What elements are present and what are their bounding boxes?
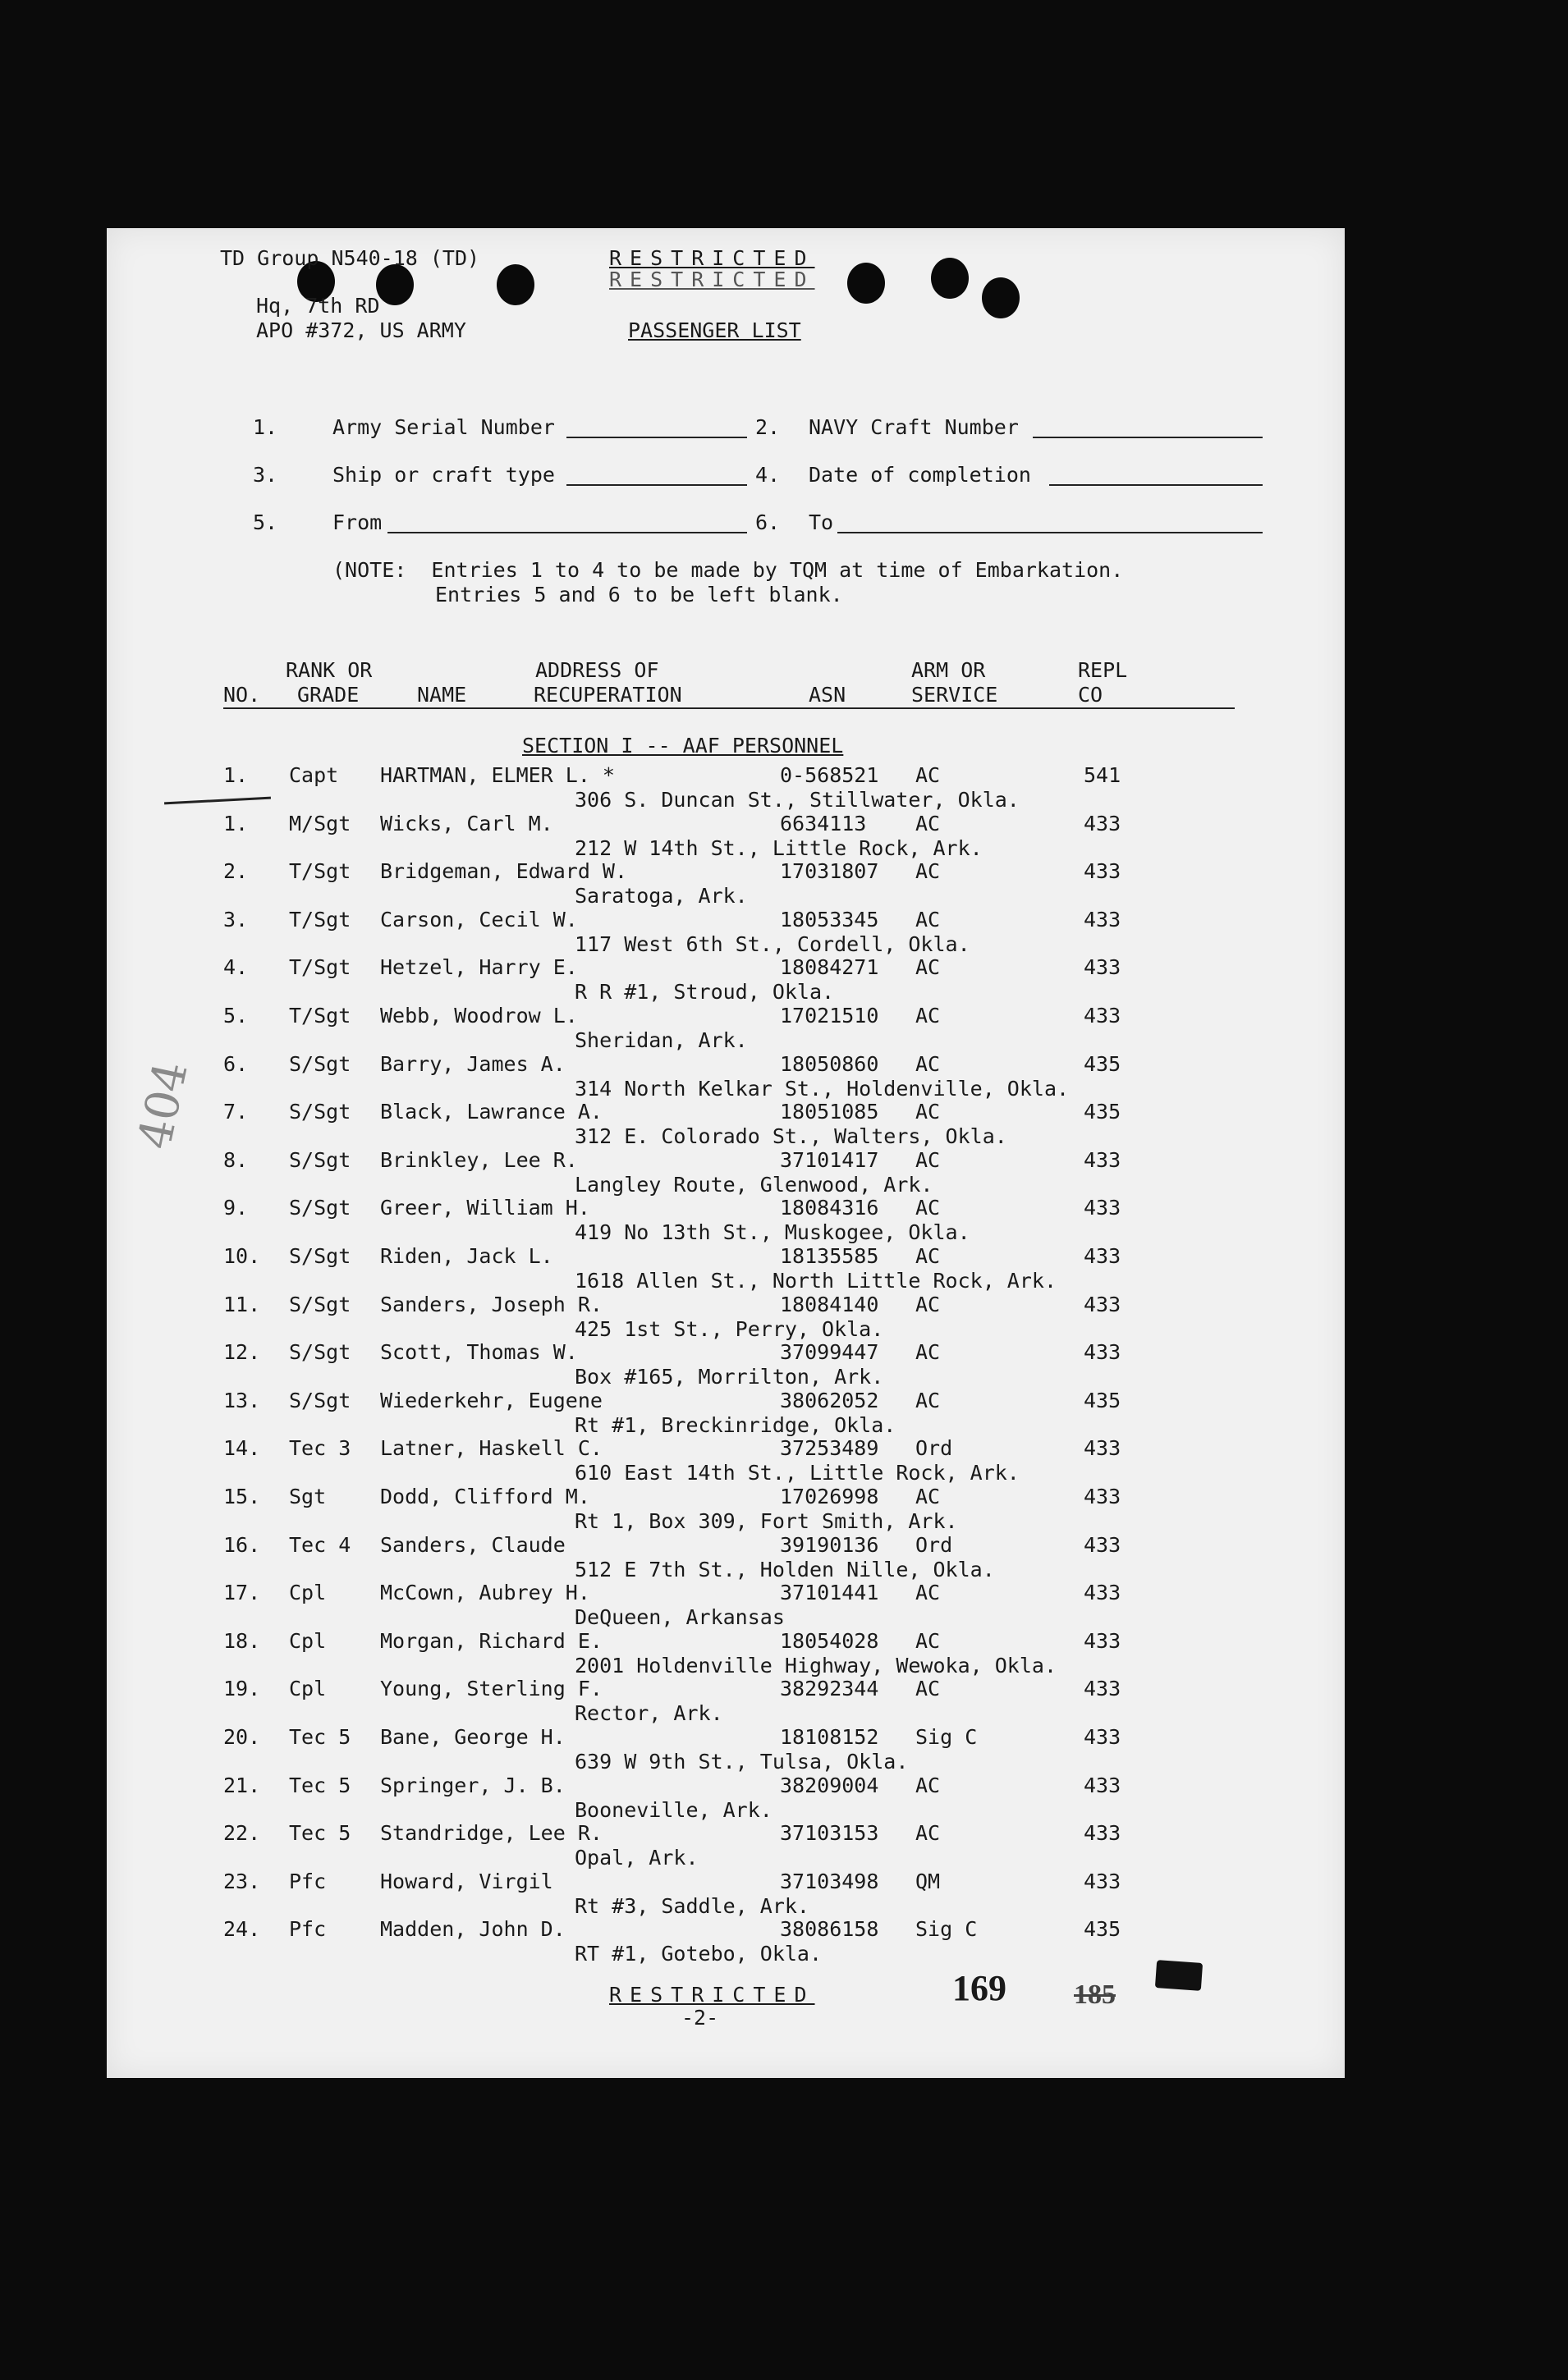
table-row: [107, 1581, 1345, 1628]
row-number: 20.: [223, 1725, 261, 1749]
row-asn: 18108152: [780, 1725, 879, 1749]
row-asn: 38209004: [780, 1773, 879, 1797]
document-page: [107, 228, 1345, 2078]
row-service: Ord: [915, 1436, 953, 1461]
row-rank: T/Sgt: [289, 907, 351, 931]
row-rank: Pfc: [289, 1917, 327, 1942]
row-asn: 18135585: [780, 1244, 879, 1268]
row-service: AC: [915, 1388, 941, 1412]
row-address: Rt #3, Saddle, Ark.: [575, 1893, 809, 1918]
row-asn: 0-568521: [780, 763, 879, 787]
row-repl-co: 435: [1084, 1051, 1121, 1076]
page-number: -2-: [681, 2006, 719, 2030]
row-asn: 37103153: [780, 1821, 879, 1846]
row-service: AC: [915, 1147, 941, 1172]
row-rank: M/Sgt: [289, 811, 351, 835]
row-repl-co: 433: [1084, 1869, 1121, 1893]
row-number: 1.: [223, 811, 249, 835]
row-name: Standridge, Lee R.: [380, 1821, 603, 1846]
row-name: Madden, John D.: [380, 1917, 566, 1942]
row-service: Ord: [915, 1532, 953, 1557]
row-address: 425 1st St., Perry, Okla.: [575, 1316, 884, 1341]
row-name: Bridgeman, Edward W.: [380, 859, 628, 884]
row-address: Saratoga, Ark.: [575, 884, 748, 909]
table-row: [107, 1436, 1345, 1484]
field-blank: [566, 437, 747, 438]
field-label: Ship or craft type: [332, 463, 555, 487]
row-name: Springer, J. B.: [380, 1773, 566, 1797]
row-asn: 37101441: [780, 1581, 879, 1605]
row-address: RT #1, Gotebo, Okla.: [575, 1942, 823, 1966]
row-repl-co: 433: [1084, 955, 1121, 980]
table-row: [107, 1340, 1345, 1388]
row-repl-co: 433: [1084, 1773, 1121, 1797]
row-number: 1.: [223, 763, 249, 787]
note-line-1: (NOTE: Entries 1 to 4 to be made by TQM at time of Embarkation.: [332, 558, 1124, 582]
row-name: Riden, Jack L.: [380, 1244, 553, 1268]
row-repl-co: 433: [1084, 1628, 1121, 1653]
row-name: Barry, James A.: [380, 1051, 566, 1076]
row-number: 14.: [223, 1436, 261, 1461]
col-header-address: ADDRESS OF: [535, 658, 659, 682]
row-repl-co: 433: [1084, 1196, 1121, 1220]
row-rank: Tec 4: [289, 1532, 351, 1557]
row-number: 7.: [223, 1100, 249, 1124]
col-header-service: SERVICE: [911, 683, 998, 707]
row-asn: 37099447: [780, 1340, 879, 1365]
field-number: 5.: [253, 510, 278, 534]
row-repl-co: 435: [1084, 1100, 1121, 1124]
col-header-recuperation: RECUPERATION: [534, 683, 682, 707]
row-name: McCown, Aubrey H.: [380, 1581, 590, 1605]
row-address: Langley Route, Glenwood, Ark.: [575, 1172, 933, 1197]
list-title: PASSENGER LIST: [628, 318, 801, 342]
row-asn: 18084140: [780, 1292, 879, 1316]
field-blank: [1033, 437, 1263, 438]
table-row: [107, 1148, 1345, 1196]
row-number: 17.: [223, 1581, 261, 1605]
row-service: Sig C: [915, 1725, 978, 1749]
row-address: 419 No 13th St., Muskogee, Okla.: [575, 1220, 970, 1245]
struck-number: 185: [1074, 1980, 1116, 2010]
row-address: Rt 1, Box 309, Fort Smith, Ark.: [575, 1509, 958, 1533]
section-title: SECTION I -- AAF PERSONNEL: [522, 734, 844, 757]
row-rank: Sgt: [289, 1485, 327, 1508]
row-name: Wicks, Carl M.: [380, 811, 553, 835]
row-rank: S/Sgt: [289, 1388, 351, 1412]
table-row: [107, 1725, 1345, 1773]
row-repl-co: 433: [1084, 811, 1121, 835]
row-service: AC: [915, 1677, 941, 1701]
row-name: Morgan, Richard E.: [380, 1628, 603, 1653]
row-asn: 18084271: [780, 955, 879, 980]
row-name: Hetzel, Harry E.: [380, 955, 578, 980]
row-address: 512 E 7th St., Holden Nille, Okla.: [575, 1557, 995, 1581]
note-line-2: Entries 5 and 6 to be left blank.: [435, 583, 843, 606]
row-repl-co: 433: [1084, 1485, 1121, 1508]
row-name: Sanders, Claude: [380, 1532, 566, 1557]
row-asn: 38292344: [780, 1677, 879, 1701]
row-number: 13.: [223, 1388, 261, 1412]
row-address: 212 W 14th St., Little Rock, Ark.: [575, 835, 983, 860]
row-name: Young, Sterling F.: [380, 1677, 603, 1701]
row-number: 15.: [223, 1485, 261, 1508]
field-number: 3.: [253, 463, 278, 487]
table-row: [107, 1244, 1345, 1292]
table-row: [107, 1870, 1345, 1917]
row-asn: 17026998: [780, 1485, 879, 1508]
row-asn: 17031807: [780, 859, 879, 884]
field-label: From: [332, 510, 383, 534]
row-service: AC: [915, 1244, 941, 1268]
row-repl-co: 433: [1084, 1821, 1121, 1846]
field-number: 6.: [755, 510, 781, 534]
row-address: Box #165, Morrilton, Ark.: [575, 1365, 884, 1389]
row-address: R R #1, Stroud, Okla.: [575, 980, 835, 1005]
row-name: Sanders, Joseph R.: [380, 1292, 603, 1316]
field-number: 1.: [253, 415, 278, 439]
row-name: Carson, Cecil W.: [380, 907, 578, 931]
row-service: AC: [915, 1340, 941, 1365]
row-service: AC: [915, 1100, 941, 1124]
row-service: AC: [915, 907, 941, 931]
row-rank: S/Sgt: [289, 1100, 351, 1124]
field-number: 2.: [755, 415, 781, 439]
row-asn: 37103498: [780, 1869, 879, 1893]
table-row: [107, 859, 1345, 907]
row-asn: 37101417: [780, 1147, 879, 1172]
table-row: [107, 1196, 1345, 1243]
field-blank: [566, 484, 747, 486]
row-number: 10.: [223, 1244, 261, 1268]
row-name: Webb, Woodrow L.: [380, 1004, 578, 1028]
table-row: [107, 763, 1345, 811]
row-repl-co: 433: [1084, 1436, 1121, 1461]
row-number: 19.: [223, 1677, 261, 1701]
row-asn: 18084316: [780, 1196, 879, 1220]
row-asn: 37253489: [780, 1436, 879, 1461]
classification-top-2: RESTRICTED: [609, 268, 815, 291]
row-repl-co: 433: [1084, 1004, 1121, 1028]
row-service: AC: [915, 1051, 941, 1076]
row-service: QM: [915, 1869, 941, 1893]
table-row: [107, 1677, 1345, 1724]
table-row: [107, 1052, 1345, 1100]
row-number: 23.: [223, 1869, 261, 1893]
row-repl-co: 433: [1084, 1147, 1121, 1172]
row-number: 22.: [223, 1821, 261, 1846]
row-service: AC: [915, 1004, 941, 1028]
row-address: Booneville, Ark.: [575, 1797, 773, 1822]
row-repl-co: 433: [1084, 1532, 1121, 1557]
row-name: Greer, William H.: [380, 1196, 590, 1220]
row-rank: Cpl: [289, 1677, 327, 1701]
field-label: Date of completion: [809, 463, 1031, 487]
row-address: DeQueen, Arkansas: [575, 1605, 785, 1630]
table-row: [107, 1629, 1345, 1677]
row-service: AC: [915, 859, 941, 884]
row-rank: Tec 3: [289, 1436, 351, 1461]
field-blank: [387, 532, 747, 533]
row-asn: 17021510: [780, 1004, 879, 1028]
row-asn: 18054028: [780, 1628, 879, 1653]
row-rank: S/Sgt: [289, 1292, 351, 1316]
col-header-arm: ARM OR: [911, 658, 986, 682]
field-label: Army Serial Number: [332, 415, 555, 439]
table-row: [107, 1004, 1345, 1051]
row-number: 6.: [223, 1051, 249, 1076]
row-repl-co: 433: [1084, 859, 1121, 884]
row-rank: Capt: [289, 763, 339, 787]
col-header-grade: GRADE: [297, 683, 360, 707]
apo-line: APO #372, US ARMY: [256, 318, 466, 342]
row-service: AC: [915, 955, 941, 980]
row-name: Brinkley, Lee R.: [380, 1147, 578, 1172]
row-number: 8.: [223, 1147, 249, 1172]
classification-top: RESTRICTED: [609, 246, 815, 270]
hq-line: Hq, 7th RD: [256, 294, 380, 318]
row-repl-co: 541: [1084, 763, 1121, 787]
field-blank: [1049, 484, 1263, 486]
row-repl-co: 433: [1084, 1244, 1121, 1268]
field-number: 4.: [755, 463, 781, 487]
row-repl-co: 433: [1084, 1725, 1121, 1749]
row-number: 21.: [223, 1773, 261, 1797]
row-rank: Tec 5: [289, 1773, 351, 1797]
row-name: Bane, George H.: [380, 1725, 566, 1749]
punch-hole: [931, 258, 969, 299]
col-header-rank: RANK OR: [286, 658, 373, 682]
row-number: 12.: [223, 1340, 261, 1365]
row-rank: Tec 5: [289, 1821, 351, 1846]
row-service: AC: [915, 1292, 941, 1316]
col-header-co: CO: [1078, 683, 1103, 707]
row-rank: T/Sgt: [289, 955, 351, 980]
row-number: 2.: [223, 859, 249, 884]
row-rank: S/Sgt: [289, 1340, 351, 1365]
row-number: 16.: [223, 1532, 261, 1557]
row-service: AC: [915, 1485, 941, 1508]
row-rank: T/Sgt: [289, 1004, 351, 1028]
row-number: 3.: [223, 907, 249, 931]
row-address: Rector, Ark.: [575, 1701, 723, 1726]
table-row: [107, 1293, 1345, 1340]
row-number: 5.: [223, 1004, 249, 1028]
row-service: AC: [915, 1628, 941, 1653]
row-rank: T/Sgt: [289, 859, 351, 884]
table-row: [107, 812, 1345, 859]
row-address: Opal, Ark.: [575, 1846, 699, 1870]
row-repl-co: 433: [1084, 1581, 1121, 1605]
row-address: 1618 Allen St., North Little Rock, Ark.: [575, 1269, 1057, 1293]
row-address: 306 S. Duncan St., Stillwater, Okla.: [575, 788, 1020, 812]
row-rank: Tec 5: [289, 1725, 351, 1749]
table-row: [107, 1389, 1345, 1436]
row-name: Dodd, Clifford M.: [380, 1485, 590, 1508]
col-header-name: NAME: [417, 683, 467, 707]
margin-handwritten-note: 404: [128, 1056, 199, 1154]
row-name: Black, Lawrance A.: [380, 1100, 603, 1124]
table-row: [107, 1917, 1345, 1965]
row-name: HARTMAN, ELMER L. *: [380, 763, 615, 787]
row-name: Wiederkehr, Eugene: [380, 1388, 603, 1412]
row-number: 11.: [223, 1292, 261, 1316]
row-name: Scott, Thomas W.: [380, 1340, 578, 1365]
table-row: [107, 955, 1345, 1003]
table-row: [107, 1774, 1345, 1821]
row-name: Howard, Virgil: [380, 1869, 553, 1893]
row-address: 610 East 14th St., Little Rock, Ark.: [575, 1461, 1020, 1485]
punch-hole: [982, 277, 1020, 318]
row-service: Sig C: [915, 1917, 978, 1942]
row-address: 314 North Kelkar St., Holdenville, Okla.: [575, 1076, 1070, 1101]
row-number: 24.: [223, 1917, 261, 1942]
field-label: NAVY Craft Number: [809, 415, 1019, 439]
table-row: [107, 1485, 1345, 1532]
row-address: Sheridan, Ark.: [575, 1028, 748, 1052]
row-repl-co: 433: [1084, 1340, 1121, 1365]
row-asn: 18050860: [780, 1051, 879, 1076]
row-rank: S/Sgt: [289, 1244, 351, 1268]
stamped-number: 169: [952, 1968, 1006, 2008]
row-service: AC: [915, 1196, 941, 1220]
row-asn: 18053345: [780, 907, 879, 931]
table-row: [107, 908, 1345, 955]
row-rank: S/Sgt: [289, 1147, 351, 1172]
row-service: AC: [915, 763, 941, 787]
field-label: To: [809, 510, 834, 534]
row-number: 9.: [223, 1196, 249, 1220]
col-header-no: NO.: [223, 683, 261, 707]
row-address: Rt #1, Breckinridge, Okla.: [575, 1412, 896, 1437]
row-repl-co: 435: [1084, 1388, 1121, 1412]
row-asn: 6634113: [780, 811, 867, 835]
row-service: AC: [915, 1581, 941, 1605]
footer-classification: RESTRICTED: [609, 1983, 815, 2007]
row-repl-co: 433: [1084, 1292, 1121, 1316]
table-row: [107, 1100, 1345, 1147]
row-asn: 18051085: [780, 1100, 879, 1124]
table-row: [107, 1533, 1345, 1581]
row-rank: Cpl: [289, 1581, 327, 1605]
ink-blot: [1155, 1960, 1203, 1991]
col-header-repl: REPL: [1078, 658, 1128, 682]
row-asn: 38086158: [780, 1917, 879, 1942]
row-rank: S/Sgt: [289, 1196, 351, 1220]
header-rule: [223, 707, 1235, 709]
row-repl-co: 433: [1084, 907, 1121, 931]
row-service: AC: [915, 1773, 941, 1797]
field-blank: [837, 532, 1263, 533]
row-asn: 38062052: [780, 1388, 879, 1412]
row-address: 117 West 6th St., Cordell, Okla.: [575, 931, 970, 956]
row-service: AC: [915, 811, 941, 835]
col-header-asn: ASN: [809, 683, 846, 707]
row-address: 639 W 9th St., Tulsa, Okla.: [575, 1750, 909, 1774]
row-address: 2001 Holdenville Highway, Wewoka, Okla.: [575, 1653, 1057, 1677]
row-rank: Pfc: [289, 1869, 327, 1893]
row-rank: S/Sgt: [289, 1051, 351, 1076]
row-name: Latner, Haskell C.: [380, 1436, 603, 1461]
group-line: TD Group N540-18 (TD): [220, 246, 480, 270]
row-number: 4.: [223, 955, 249, 980]
row-repl-co: 435: [1084, 1917, 1121, 1942]
row-number: 18.: [223, 1628, 261, 1653]
row-asn: 39190136: [780, 1532, 879, 1557]
punch-hole: [847, 263, 885, 304]
punch-hole: [497, 264, 534, 305]
row-rank: Cpl: [289, 1628, 327, 1653]
row-service: AC: [915, 1821, 941, 1846]
row-address: 312 E. Colorado St., Walters, Okla.: [575, 1124, 1007, 1149]
table-row: [107, 1821, 1345, 1869]
row-repl-co: 433: [1084, 1677, 1121, 1701]
